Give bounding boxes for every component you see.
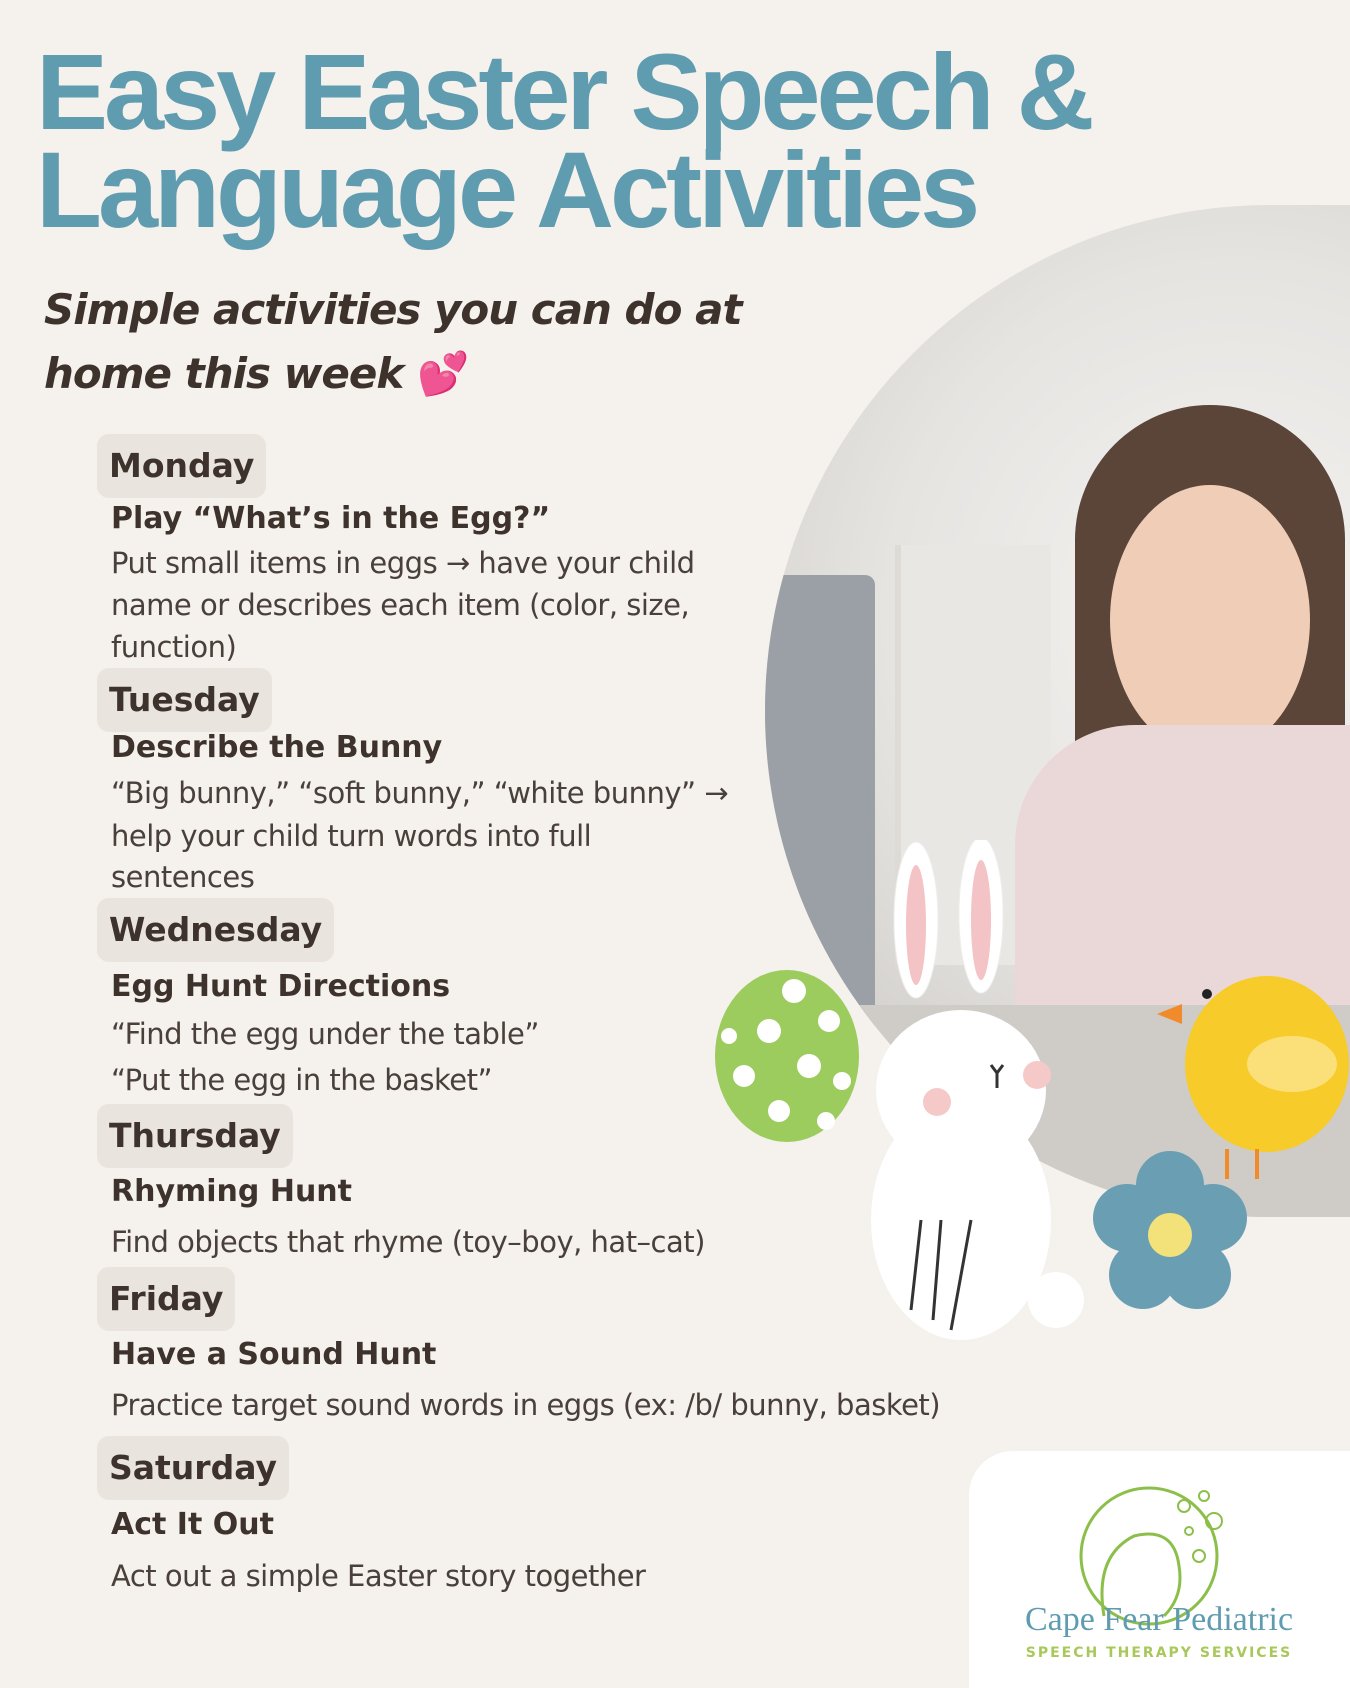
activity-line: Put small items in eggs → have your child	[111, 546, 695, 580]
activity-line: “Find the egg under the table”	[111, 1017, 539, 1051]
activity-title: Act It Out	[111, 1507, 274, 1542]
day-label-wednesday: Wednesday	[97, 898, 334, 962]
activity-title: Have a Sound Hunt	[111, 1337, 437, 1372]
activity-line: Practice target sound words in eggs (ex: /b/ bunny, basket)	[111, 1388, 941, 1422]
activity-title: Egg Hunt Directions	[111, 969, 451, 1004]
flower-icon	[1093, 1150, 1247, 1316]
activity-line: help your child turn words into full	[111, 819, 592, 853]
subtitle-line-1: Simple activities you can do at	[44, 285, 742, 334]
day-label-monday: Monday	[97, 434, 266, 498]
subtitle-text: home this week	[44, 349, 404, 398]
title-line-2: Language Activities	[36, 129, 977, 250]
activity-title: Play “What’s in the Egg?”	[111, 501, 551, 536]
activity-line: sentences	[111, 860, 255, 894]
activity-line: Act out a simple Easter story together	[111, 1559, 646, 1593]
day-label-tuesday: Tuesday	[97, 668, 272, 732]
title-line-1: Easy Easter Speech &	[36, 31, 1091, 152]
polka-dot-egg-icon	[714, 961, 861, 1143]
activity-title: Rhyming Hunt	[111, 1174, 352, 1209]
bunny-icon	[861, 840, 1086, 1340]
girl-face	[1110, 485, 1310, 755]
day-label-friday: Friday	[97, 1267, 235, 1331]
day-label-thursday: Thursday	[97, 1104, 293, 1168]
logo-card	[969, 1451, 1350, 1688]
hearts-icon: 💕	[416, 349, 469, 398]
activity-line: name or describes each item (color, size,	[111, 588, 690, 622]
activity-line: Find objects that rhyme (toy–boy, hat–cat)	[111, 1225, 705, 1259]
activity-line: “Put the egg in the basket”	[111, 1063, 493, 1097]
activity-title: Describe the Bunny	[111, 730, 443, 765]
day-label-saturday: Saturday	[97, 1436, 289, 1500]
activity-line: function)	[111, 630, 237, 664]
logo-name: Cape Fear Pediatric	[1024, 1601, 1294, 1638]
activity-line: “Big bunny,” “soft bunny,” “white bunny” →	[111, 776, 729, 810]
chick-icon	[1157, 964, 1350, 1179]
subtitle-line-2	[44, 342, 468, 406]
logo-tagline: SPEECH THERAPY SERVICES	[1025, 1645, 1293, 1661]
